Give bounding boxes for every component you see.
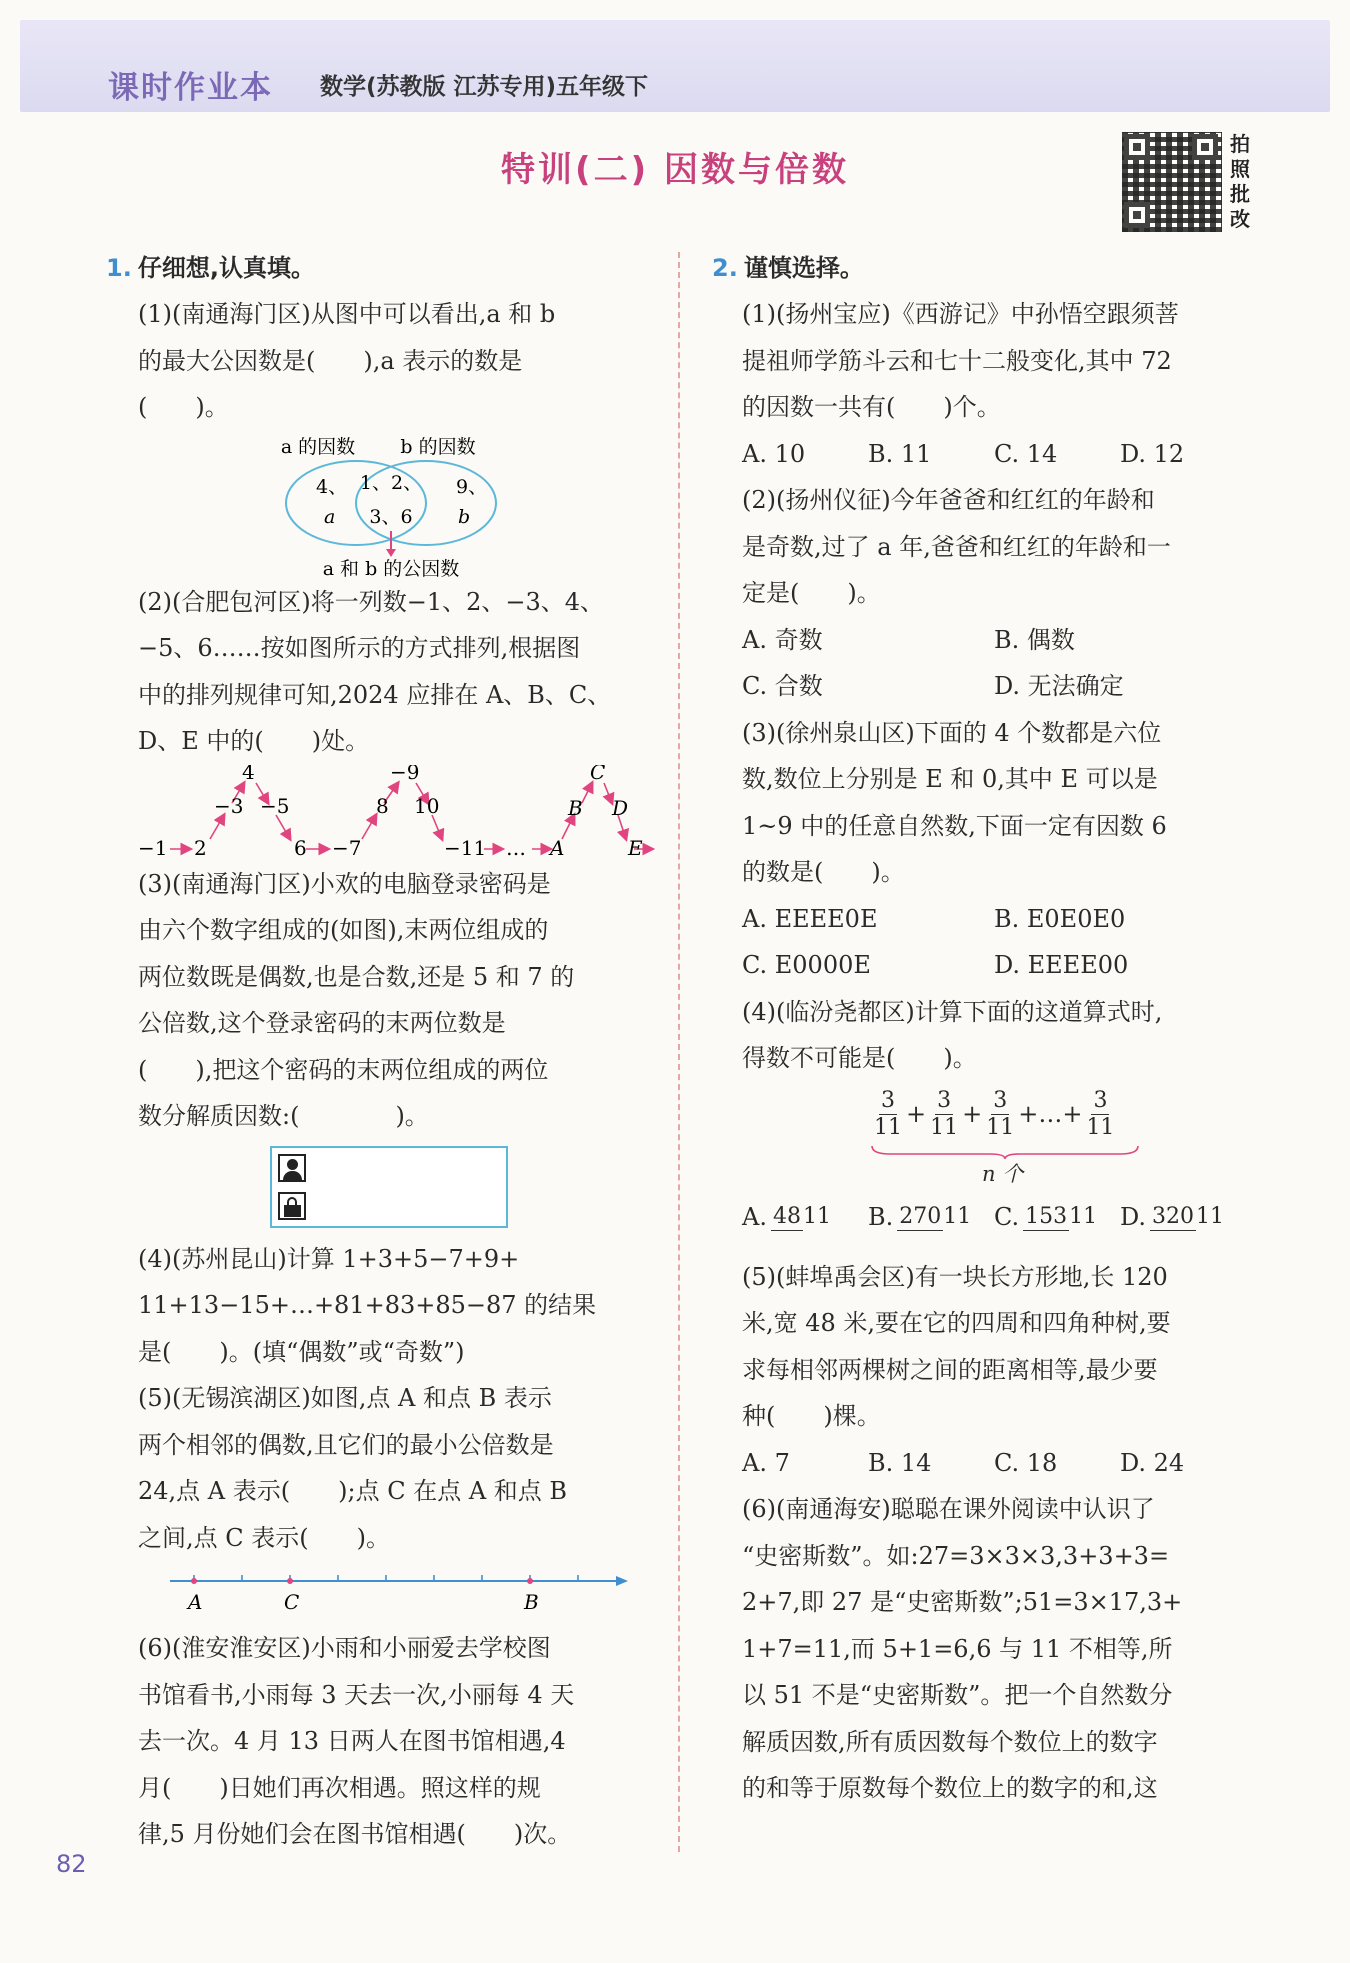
- section-1-heading: [106, 245, 653, 291]
- lock-icon: [278, 1192, 306, 1220]
- seq-n3: −3: [214, 793, 244, 818]
- option-d[interactable]: [1120, 1194, 1228, 1241]
- text-line: 数,数位上分别是 E 和 0,其中 E 可以是: [742, 765, 1158, 793]
- text-line: 11+13−15+…+81+83+85−87 的结果: [138, 1291, 597, 1319]
- seq-E: E: [628, 835, 643, 860]
- option-d[interactable]: D. 24: [1120, 1448, 1185, 1477]
- book-subtitle: 数学(苏教版 江苏专用)五年级下: [320, 74, 649, 100]
- seq-n6: 6: [294, 835, 307, 860]
- question-1-1: [108, 291, 653, 431]
- venn-mid-2: 3、6: [369, 505, 413, 528]
- text-line: 去一次。4 月 13 日两人在图书馆相遇,4: [138, 1727, 566, 1755]
- point-C-label: C: [284, 1590, 300, 1614]
- formula-row: [870, 1088, 1118, 1141]
- option-d[interactable]: D. 无法确定: [994, 672, 1124, 700]
- login-box: [270, 1146, 508, 1228]
- text-line: ( )。: [138, 393, 229, 421]
- venn-right-1: 9、: [456, 475, 488, 498]
- seq-B: B: [568, 795, 583, 820]
- qr-code[interactable]: [1122, 132, 1222, 232]
- seq-dots: …: [506, 835, 526, 860]
- user-icon: [278, 1154, 306, 1182]
- text-line: 1+7=11,而 5+1=6,6 与 11 不相等,所: [742, 1634, 1173, 1663]
- seq-n2: 2: [194, 835, 207, 860]
- page-title: 特训(二) 因数与倍数: [501, 150, 849, 190]
- option-c[interactable]: [994, 1194, 1120, 1241]
- fraction-numerator: 270: [899, 1204, 942, 1229]
- fraction-numerator: 3: [993, 1087, 1008, 1113]
- section-number: 1.: [106, 254, 132, 282]
- option-letter: B.: [868, 1203, 894, 1232]
- venn-mid-1: 1、2、: [359, 471, 423, 494]
- text-line: 公倍数,这个登录密码的末两位数是: [138, 1009, 506, 1037]
- venn-common-label: a 和 b 的公因数: [322, 557, 460, 579]
- fraction-denominator: 11: [1086, 1114, 1115, 1140]
- options-2-4: [712, 1188, 1257, 1248]
- option-a[interactable]: A. 奇数: [742, 625, 823, 654]
- text-line: 中的排列规律可知,2024 应排在 A、B、C、: [138, 680, 612, 709]
- text-line: 数分解质因数:( )。: [138, 1102, 429, 1130]
- page-header: [20, 20, 1330, 112]
- text-line: 2+7,即 27 是“史密斯数”;51=3×17,3+: [742, 1588, 1183, 1616]
- text-line: (4)(临汾尧都区)计算下面的这道算式时,: [742, 997, 1163, 1026]
- option-c[interactable]: C. 18: [994, 1448, 1058, 1477]
- login-box-figure: [138, 1140, 653, 1236]
- seq-A: A: [550, 835, 565, 860]
- venn-right-2: b: [458, 505, 471, 528]
- text-line: “史密斯数”。如:27=3×3×3,3+3+3=: [742, 1541, 1170, 1570]
- option-a[interactable]: A. 10: [742, 439, 806, 468]
- left-column: [108, 245, 653, 1858]
- fraction-denominator: 11: [930, 1114, 959, 1140]
- options-2-1: [712, 431, 1257, 478]
- text-line: 的因数一共有( )个。: [742, 393, 1001, 421]
- text-line: (3)(徐州泉山区)下面的 4 个数都是六位: [742, 718, 1162, 747]
- option-b[interactable]: B. 14: [868, 1448, 932, 1477]
- seq-n1: −1: [138, 835, 168, 860]
- option-b[interactable]: [868, 1194, 994, 1241]
- options-2-3-row2: [712, 942, 1257, 989]
- option-letter: C.: [994, 1203, 1020, 1232]
- seq-n11: −11: [444, 835, 487, 860]
- qr-eye-icon: [1124, 134, 1150, 160]
- seq-n9: −9: [390, 764, 420, 784]
- plus-sign: +: [906, 1100, 927, 1128]
- text-line: −5、6……按如图所示的方式排列,根据图: [138, 634, 581, 662]
- text-line: 书馆看书,小雨每 3 天去一次,小丽每 4 天: [138, 1680, 575, 1709]
- point-C: [287, 1578, 293, 1584]
- fraction-denominator: 11: [1069, 1204, 1098, 1229]
- seq-n5: −5: [260, 793, 290, 818]
- text-line: 之间,点 C 表示( )。: [138, 1523, 390, 1552]
- seq-C: C: [590, 764, 606, 784]
- venn-left-1: 4、: [316, 475, 348, 498]
- arrow-head-icon: [386, 549, 396, 557]
- page-number: 82: [56, 1850, 87, 1878]
- text-line: (4)(苏州昆山)计算 1+3+5−7+9+: [138, 1244, 520, 1273]
- fraction-numerator: 48: [772, 1204, 801, 1229]
- point-A: [191, 1578, 197, 1584]
- venn-label-b: b 的因数: [400, 435, 476, 458]
- fraction-sum-formula: [712, 1082, 1257, 1184]
- fraction-numerator: 153: [1025, 1204, 1068, 1229]
- number-line-figure: [138, 1561, 653, 1625]
- question-1-5: [108, 1375, 653, 1561]
- option-letter: D.: [1120, 1203, 1147, 1232]
- question-2-3: [712, 710, 1257, 896]
- question-1-6: [108, 1625, 653, 1858]
- venn-left-2: a: [324, 505, 336, 528]
- option-c[interactable]: C. 合数: [742, 672, 823, 700]
- qr-eye-icon: [1192, 134, 1218, 160]
- section-2-heading: [712, 245, 1257, 291]
- option-a[interactable]: A. EEEE0E: [742, 904, 878, 933]
- text-line: 提祖师学筋斗云和七十二般变化,其中 72: [742, 346, 1172, 375]
- option-letter: A.: [742, 1203, 767, 1232]
- option-a[interactable]: A. 7: [742, 1448, 790, 1477]
- text-line: 得数不可能是( )。: [742, 1044, 977, 1072]
- option-a[interactable]: [742, 1194, 868, 1241]
- text-line: 的和等于原数每个数位上的数字的和,这: [742, 1774, 1158, 1802]
- text-line: (1)(南通海门区)从图中可以看出,a 和 b: [138, 300, 556, 328]
- fraction-numerator: 3: [881, 1087, 895, 1113]
- option-c[interactable]: C. E0000E: [742, 951, 871, 979]
- book-brand: 课时作业本: [108, 70, 273, 106]
- text-line: ( ),把这个密码的末两位组成的两位: [138, 1055, 549, 1084]
- fraction-denominator: 11: [1196, 1204, 1225, 1229]
- section-title: 仔细想,认真填。: [137, 254, 315, 282]
- right-column: [712, 245, 1257, 1812]
- point-A-label: A: [188, 1590, 203, 1614]
- fraction-numerator: 3: [937, 1087, 952, 1113]
- text-line: D、E 中的( )处。: [138, 727, 370, 755]
- point-B-label: B: [524, 1590, 539, 1614]
- text-line: (6)(淮安淮安区)小雨和小丽爱去学校图: [138, 1634, 551, 1662]
- text-line: 以 51 不是“史密斯数”。把一个自然数分: [742, 1681, 1173, 1709]
- text-line: 月( )日她们再次相遇。照这样的规: [138, 1773, 541, 1802]
- text-line: 的数是( )。: [742, 858, 905, 886]
- zigzag-sequence-figure: [136, 765, 653, 861]
- text-line: 两位数既是偶数,也是合数,还是 5 和 7 的: [138, 962, 575, 991]
- qr-eye-icon: [1124, 202, 1150, 228]
- text-line: (5)(蚌埠禹会区)有一块长方形地,长 120: [742, 1262, 1168, 1291]
- options-2-3-row1: [712, 896, 1257, 943]
- column-divider: [678, 252, 680, 1852]
- text-line: 1~9 中的任意自然数,下面一定有因数 6: [742, 811, 1167, 840]
- plus-sign: +: [962, 1100, 983, 1128]
- text-line: (2)(扬州仪征)今年爸爸和红红的年龄和: [742, 486, 1155, 514]
- options-2-5: [712, 1440, 1257, 1487]
- text-line: 24,点 A 表示( );点 C 在点 A 和点 B: [138, 1477, 568, 1505]
- fraction-denominator: 11: [943, 1204, 972, 1229]
- text-line: 由六个数字组成的(如图),末两位组成的: [138, 916, 549, 944]
- text-line: 是奇数,过了 a 年,爸爸和红红的年龄和一: [742, 532, 1171, 561]
- text-line: 的最大公因数是( ),a 表示的数是: [138, 346, 523, 375]
- question-2-1: [712, 291, 1257, 431]
- seq-D: D: [612, 795, 629, 820]
- text-line: (2)(合肥包河区)将一列数−1、2、−3、4、: [138, 587, 605, 616]
- options-2-2-row2: [712, 663, 1257, 710]
- ellipsis-plus: +…+: [1018, 1100, 1083, 1128]
- section-number: 2.: [712, 254, 738, 282]
- term-count: n 个: [982, 1161, 1024, 1186]
- text-line: 种( )棵。: [742, 1402, 881, 1430]
- point-B: [527, 1578, 533, 1584]
- option-d[interactable]: D. 12: [1120, 439, 1185, 468]
- venn-label-a: a 的因数: [280, 435, 356, 458]
- text-line: 解质因数,所有质因数每个数位上的数字: [742, 1727, 1158, 1756]
- seq-n4: 4: [242, 764, 255, 784]
- fraction-numerator: 3: [1093, 1087, 1108, 1113]
- option-d[interactable]: D. EEEE00: [994, 951, 1129, 979]
- question-1-4: [108, 1236, 653, 1376]
- seq-n8: 8: [376, 793, 389, 818]
- fraction-denominator: 11: [874, 1114, 902, 1140]
- venn-diagram: [138, 431, 653, 579]
- option-b[interactable]: B. 偶数: [994, 625, 1075, 654]
- seq-n7: −7: [332, 835, 362, 860]
- question-1-2: [108, 579, 653, 765]
- question-2-6: [712, 1486, 1257, 1812]
- option-b[interactable]: B. 11: [868, 439, 932, 468]
- qr-label: 拍照批改: [1230, 132, 1250, 231]
- text-line: 律,5 月份她们会在图书馆相遇( )次。: [138, 1820, 572, 1848]
- question-2-5: [712, 1254, 1257, 1440]
- option-c[interactable]: C. 14: [994, 439, 1058, 468]
- text-line: (3)(南通海门区)小欢的电脑登录密码是: [138, 869, 551, 898]
- fraction-denominator: 11: [802, 1204, 831, 1229]
- option-b[interactable]: B. E0E0E0: [994, 904, 1126, 933]
- text-line: 米,宽 48 米,要在它的四周和四角种树,要: [742, 1309, 1171, 1337]
- text-line: 两个相邻的偶数,且它们的最小公倍数是: [138, 1430, 554, 1459]
- arrow-right-icon: [616, 1576, 628, 1586]
- text-line: 是( )。(填“偶数”或“奇数”): [138, 1337, 465, 1366]
- text-line: 求每相邻两棵树之间的距离相等,最少要: [742, 1355, 1158, 1384]
- question-2-2: [712, 477, 1257, 617]
- question-1-3: [108, 861, 653, 1140]
- section-title: 谨慎选择。: [743, 254, 864, 282]
- options-2-2-row1: [712, 617, 1257, 664]
- question-2-4: [712, 989, 1257, 1082]
- text-line: 定是( )。: [742, 579, 881, 607]
- text-line: (6)(南通海安)聪聪在课外阅读中认识了: [742, 1495, 1155, 1523]
- fraction-numerator: 320: [1152, 1204, 1195, 1229]
- seq-n10: 10: [414, 793, 440, 818]
- text-line: (1)(扬州宝应)《西游记》中孙悟空跟须菩: [742, 300, 1179, 328]
- text-line: (5)(无锡滨湖区)如图,点 A 和点 B 表示: [138, 1384, 552, 1412]
- fraction-denominator: 11: [986, 1114, 1015, 1140]
